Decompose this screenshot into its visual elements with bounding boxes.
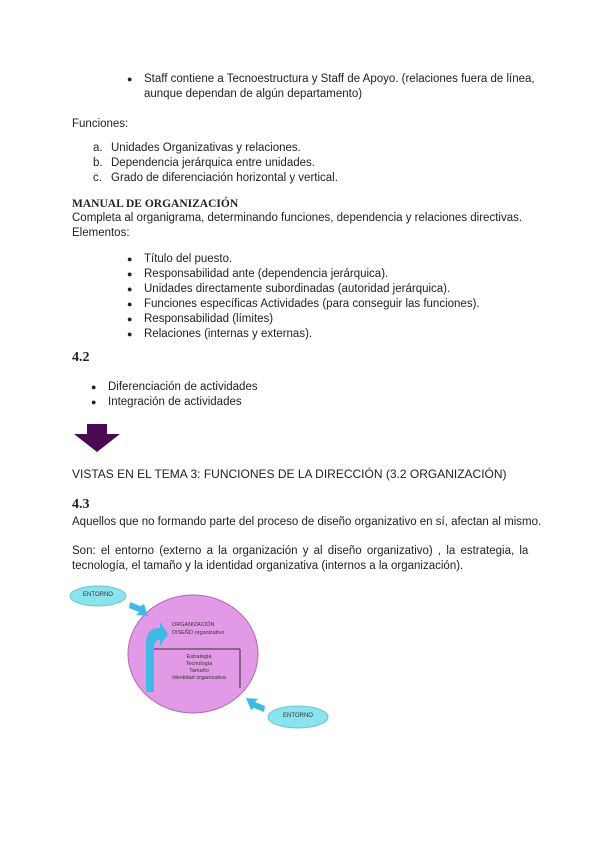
list-item-text: Título del puesto.: [144, 253, 233, 265]
inner-title-1: ORGANIZACIÓN: [172, 622, 215, 628]
list-marker: a.: [93, 142, 103, 154]
inner-list-item: Estrategia: [186, 654, 212, 660]
bullet-icon: ●: [127, 284, 133, 294]
entorno-top-label: ENTORNO: [83, 592, 113, 598]
list-item: [93, 141, 338, 156]
list-item: [127, 297, 480, 312]
list-item-text: Dependencia jerárquica entre unidades.: [111, 157, 315, 169]
manual-elements-list: [127, 252, 480, 342]
section-43-heading: 4.3: [72, 497, 90, 512]
down-arrow-icon: [72, 424, 122, 454]
section-42-heading: 4.2: [72, 350, 90, 365]
list-item: [91, 380, 258, 395]
funciones-heading: Funciones:: [72, 118, 129, 130]
funciones-list: [93, 141, 338, 186]
bullet-icon: ●: [127, 299, 133, 309]
bullet-icon: ●: [127, 74, 133, 84]
top-bullet-list: [127, 72, 535, 102]
entorno-bottom-arrow-icon: [246, 698, 265, 712]
list-item-text: Unidades Organizativas y relaciones.: [111, 142, 301, 154]
list-item: [127, 72, 535, 102]
inner-list-item: Tamaño: [189, 668, 209, 674]
section-42-list: [91, 380, 258, 410]
list-item-text: Grado de diferenciación horizontal y vertical.: [111, 172, 338, 184]
section-43-intro: Aquellos que no formando parte del proceso de diseño organizativo en sí, afectan al mismo.: [72, 516, 542, 528]
list-marker: b.: [93, 157, 103, 169]
vistas-text: VISTAS EN EL TEMA 3: FUNCIONES DE LA DIRECCIÓN (3.2 ORGANIZACIÓN): [72, 467, 507, 481]
list-item: [127, 252, 480, 267]
section-43-para-1: Son: el entorno (externo a la organización y al diseño organizativo) , la estrategia, la: [72, 545, 529, 557]
list-item-text: Responsabilidad (límites): [144, 313, 274, 325]
list-item-text: Relaciones (internas y externas).: [144, 328, 313, 340]
list-item: [127, 327, 480, 342]
list-item-text: Funciones específicas Actividades (para conseguir las funciones).: [144, 298, 480, 310]
list-item-text: Staff contiene a Tecnoestructura y Staff de Apoyo. (relaciones fuera de línea,: [144, 73, 535, 85]
bullet-icon: ●: [127, 314, 133, 324]
section-43-para-2: tecnología, el tamaño y la identidad organizativa (internos a la organización).: [72, 560, 464, 572]
inner-list-item: Tecnología: [185, 661, 213, 667]
manual-intro: Completa al organigrama, determinando funciones, dependencia y relaciones directivas.: [72, 212, 523, 224]
list-item-text-cont: aunque dependan de algún departamento): [144, 88, 363, 100]
list-item-text: Responsabilidad ante (dependencia jerárquica).: [144, 268, 389, 280]
list-item-text: Diferenciación de actividades: [108, 381, 258, 393]
bullet-icon: ●: [91, 397, 97, 407]
manual-elementos: Elementos:: [72, 227, 130, 239]
list-item: [127, 267, 480, 282]
list-marker: c.: [93, 172, 102, 184]
inner-title-2: DISEÑO organizativo: [172, 630, 225, 636]
bullet-icon: ●: [127, 254, 133, 264]
bullet-icon: ●: [127, 329, 133, 339]
inner-list-item: Identidad organizativa: [172, 675, 226, 681]
list-item-text: Unidades directamente subordinadas (autoridad jerárquica).: [144, 283, 451, 295]
entorno-top-arrow-icon: [129, 602, 148, 616]
bullet-icon: ●: [127, 269, 133, 279]
inner-list: [164, 654, 234, 682]
entorno-bottom-label: ENTORNO: [283, 713, 313, 719]
list-item-text: Integración de actividades: [108, 396, 242, 408]
list-item: [127, 312, 480, 327]
list-item: [91, 395, 258, 410]
list-item: [93, 156, 338, 171]
list-item: [93, 171, 338, 186]
bullet-icon: ●: [91, 382, 97, 392]
manual-heading: MANUAL DE ORGANIZACIÓN: [72, 198, 239, 210]
list-item: [127, 282, 480, 297]
organization-diagram: [68, 584, 340, 734]
